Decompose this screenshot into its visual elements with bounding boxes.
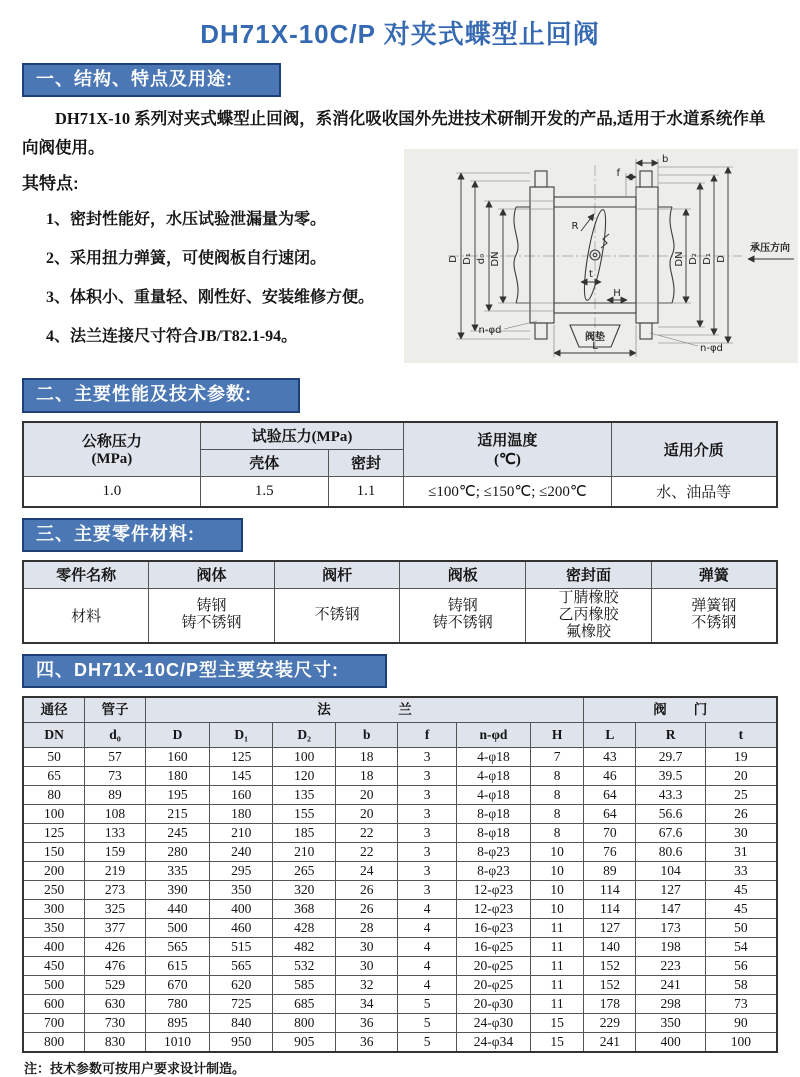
table-cell: 20-φ25 [456, 976, 530, 995]
feature-item: 3、体积小、重量轻、刚性好、安装维修方便。 [46, 289, 375, 307]
table-cell: 145 [210, 767, 273, 786]
table-cell: 515 [210, 938, 273, 957]
col-header-r: R [636, 723, 705, 748]
nominal-pressure-header: 公称压力 (MPa) [23, 422, 200, 477]
table-row [23, 786, 777, 805]
table-cell: 46 [584, 767, 636, 786]
table-cell: 39.5 [636, 767, 705, 786]
table-cell: 125 [23, 824, 85, 843]
table-cell: 830 [85, 1033, 145, 1053]
install-table-body [23, 748, 777, 1053]
materials-data-row [23, 588, 777, 643]
col-header-b: b [336, 723, 398, 748]
table-cell: 125 [210, 748, 273, 767]
table-cell: 905 [273, 1033, 336, 1053]
bolt-holes-label-right: n-φd [700, 343, 723, 355]
table-cell: 54 [705, 938, 777, 957]
table-cell: 152 [584, 957, 636, 976]
table-cell: 780 [145, 995, 210, 1014]
table-cell: 4-φ18 [456, 786, 530, 805]
table-cell: 377 [85, 919, 145, 938]
table-row [23, 843, 777, 862]
table-cell: 133 [85, 824, 145, 843]
table-cell: 273 [85, 881, 145, 900]
table-cell: 11 [530, 995, 584, 1014]
table-row [23, 995, 777, 1014]
table-cell: 180 [210, 805, 273, 824]
table-cell: 350 [210, 881, 273, 900]
table-cell: 185 [273, 824, 336, 843]
length-label: L [592, 341, 598, 353]
table-cell: 10 [530, 900, 584, 919]
table-cell: 250 [23, 881, 85, 900]
seal-pressure-value: 1.1 [328, 476, 403, 507]
feature-item: 4、法兰连接尺寸符合JB/T82.1-94。 [46, 328, 298, 346]
table-cell: 3 [398, 786, 457, 805]
table-row [23, 1014, 777, 1033]
table-cell: 565 [210, 957, 273, 976]
sealing-face-header: 密封面 [526, 561, 652, 589]
spring-header: 弹簧 [651, 561, 777, 589]
table-cell: 15 [530, 1033, 584, 1053]
table-cell: 173 [636, 919, 705, 938]
table-row [23, 748, 777, 767]
plate-material: 铸钢 铸不锈钢 [400, 588, 526, 643]
col-header-d2: D₂ [273, 723, 336, 748]
table-cell: 64 [584, 786, 636, 805]
table-cell: 10 [530, 881, 584, 900]
table-cell: 5 [398, 995, 457, 1014]
table-cell: 20 [336, 786, 398, 805]
stem-material: 不锈钢 [274, 588, 400, 643]
table-cell: 104 [636, 862, 705, 881]
feature-item: 2、采用扭力弹簧，可使阀板自行速闭。 [46, 250, 327, 268]
table-cell: 241 [636, 976, 705, 995]
table-cell: 100 [705, 1033, 777, 1053]
part-name-header: 零件名称 [23, 561, 149, 589]
table-cell: 200 [23, 862, 85, 881]
body-header: 阀体 [149, 561, 275, 589]
table-cell: 335 [145, 862, 210, 881]
dim-label-d1-left: D₁ [462, 253, 473, 265]
valve-group-header: 阀 门 [584, 697, 777, 723]
table-cell: 5 [398, 1033, 457, 1053]
table-cell: 30 [336, 938, 398, 957]
table-row [23, 767, 777, 786]
table-cell: 3 [398, 843, 457, 862]
table-cell: 180 [145, 767, 210, 786]
table-row [23, 1033, 777, 1053]
sealing-face-material: 丁腈橡胶 乙丙橡胶 氟橡胶 [526, 588, 652, 643]
table-cell: 730 [85, 1014, 145, 1033]
col-header-h: H [530, 723, 584, 748]
materials-header-row [23, 561, 777, 589]
performance-header-row-1 [23, 422, 777, 450]
shell-pressure-value: 1.5 [200, 476, 328, 507]
table-cell: 10 [530, 843, 584, 862]
table-cell: 195 [145, 786, 210, 805]
table-cell: 240 [210, 843, 273, 862]
table-cell: 298 [636, 995, 705, 1014]
table-cell: 90 [705, 1014, 777, 1033]
flange-group-header: 法 兰 [145, 697, 584, 723]
table-cell: 350 [636, 1014, 705, 1033]
col-header-f: f [398, 723, 457, 748]
table-cell: 28 [336, 919, 398, 938]
table-cell: 460 [210, 919, 273, 938]
table-row [23, 862, 777, 881]
table-cell: 440 [145, 900, 210, 919]
table-cell: 89 [584, 862, 636, 881]
table-cell: 18 [336, 748, 398, 767]
col-header-t: t [705, 723, 777, 748]
features-and-drawing-row [22, 154, 790, 368]
table-cell: 8 [530, 786, 584, 805]
table-cell: 58 [705, 976, 777, 995]
table-cell: 280 [145, 843, 210, 862]
table-cell: 565 [145, 938, 210, 957]
pipe-group-header: 管子 [85, 697, 145, 723]
table-cell: 368 [273, 900, 336, 919]
table-cell: 50 [705, 919, 777, 938]
valve-diagram-svg [404, 149, 798, 363]
dim-label-d0-left: d₀ [476, 253, 487, 265]
table-cell: 300 [23, 900, 85, 919]
table-cell: 20-φ30 [456, 995, 530, 1014]
install-subheader-row [23, 723, 777, 748]
table-cell: 4-φ18 [456, 767, 530, 786]
table-cell: 89 [85, 786, 145, 805]
table-cell: 152 [584, 976, 636, 995]
footnote: 注：技术参数可按用户要求设计制造。 [24, 1061, 246, 1077]
dim-label-r: R [571, 221, 579, 233]
table-cell: 4 [398, 957, 457, 976]
table-cell: 3 [398, 824, 457, 843]
table-cell: 18 [336, 767, 398, 786]
table-cell: 400 [210, 900, 273, 919]
table-cell: 10 [530, 862, 584, 881]
table-cell: 29.7 [636, 748, 705, 767]
table-cell: 140 [584, 938, 636, 957]
table-cell: 25 [705, 786, 777, 805]
table-cell: 215 [145, 805, 210, 824]
table-cell: 178 [584, 995, 636, 1014]
table-row [23, 900, 777, 919]
table-cell: 100 [23, 805, 85, 824]
table-cell: 3 [398, 881, 457, 900]
table-cell: 1010 [145, 1033, 210, 1053]
table-cell: 26 [336, 900, 398, 919]
materials-table [22, 560, 778, 644]
table-cell: 800 [23, 1033, 85, 1053]
gasket-label: 阀垫 [585, 332, 605, 344]
table-cell: 80.6 [636, 843, 705, 862]
table-cell: 114 [584, 900, 636, 919]
table-cell: 12-φ23 [456, 881, 530, 900]
section1-heading: 一、结构、特点及用途: [22, 63, 281, 97]
table-cell: 20 [336, 805, 398, 824]
table-cell: 295 [210, 862, 273, 881]
table-cell: 4 [398, 976, 457, 995]
table-cell: 20-φ25 [456, 957, 530, 976]
table-cell: 114 [584, 881, 636, 900]
table-cell: 11 [530, 976, 584, 995]
table-row [23, 881, 777, 900]
table-cell: 50 [23, 748, 85, 767]
table-cell: 476 [85, 957, 145, 976]
table-cell: 400 [23, 938, 85, 957]
table-cell: 70 [584, 824, 636, 843]
table-cell: 350 [23, 919, 85, 938]
table-cell: 120 [273, 767, 336, 786]
nominal-pressure-value: 1.0 [23, 476, 200, 507]
table-cell: 31 [705, 843, 777, 862]
table-cell: 4-φ18 [456, 748, 530, 767]
dim-label-t: t [589, 269, 593, 281]
table-cell: 43 [584, 748, 636, 767]
seal-header: 密封 [328, 449, 403, 476]
table-cell: 30 [336, 957, 398, 976]
install-group-header-row [23, 697, 777, 723]
table-cell: 725 [210, 995, 273, 1014]
table-cell: 500 [145, 919, 210, 938]
table-cell: 127 [584, 919, 636, 938]
table-cell: 22 [336, 843, 398, 862]
col-header-d1: D₁ [210, 723, 273, 748]
table-cell: 16-φ25 [456, 938, 530, 957]
bolt-holes-label-left: n-φd [478, 325, 502, 337]
table-row [23, 824, 777, 843]
table-cell: 127 [636, 881, 705, 900]
body-material: 铸钢 铸不锈钢 [149, 588, 275, 643]
table-row [23, 919, 777, 938]
table-cell: 160 [145, 748, 210, 767]
table-cell: 11 [530, 957, 584, 976]
table-cell: 265 [273, 862, 336, 881]
media-value: 水、油品等 [611, 476, 777, 507]
spring-material: 弹簧钢 不锈钢 [651, 588, 777, 643]
table-cell: 229 [584, 1014, 636, 1033]
test-pressure-header: 试验压力(MPa) [200, 422, 404, 450]
table-cell: 155 [273, 805, 336, 824]
table-cell: 210 [273, 843, 336, 862]
table-cell: 241 [584, 1033, 636, 1053]
dim-label-dn-right: DN [674, 251, 685, 267]
table-row [23, 957, 777, 976]
performance-data-row [23, 476, 777, 507]
table-cell: 36 [336, 1014, 398, 1033]
table-cell: 4 [398, 919, 457, 938]
table-cell: 16-φ23 [456, 919, 530, 938]
table-cell: 159 [85, 843, 145, 862]
table-cell: 160 [210, 786, 273, 805]
table-cell: 8 [530, 805, 584, 824]
col-header-d0: d₀ [85, 723, 145, 748]
media-header: 适用介质 [611, 422, 777, 477]
table-row [23, 805, 777, 824]
valve-technical-drawing [404, 149, 798, 368]
features-block [22, 163, 404, 362]
table-cell: 3 [398, 748, 457, 767]
dim-label-d-left: D [448, 255, 459, 263]
table-cell: 80 [23, 786, 85, 805]
col-header-d: D [145, 723, 210, 748]
table-cell: 20 [705, 767, 777, 786]
plate-header: 阀板 [400, 561, 526, 589]
dim-label-d2-right: D₂ [688, 253, 699, 265]
table-cell: 670 [145, 976, 210, 995]
table-cell: 700 [23, 1014, 85, 1033]
table-cell: 73 [85, 767, 145, 786]
col-header-l: L [584, 723, 636, 748]
col-header-nphid: n-φd [456, 723, 530, 748]
table-cell: 56 [705, 957, 777, 976]
table-cell: 64 [584, 805, 636, 824]
table-cell: 150 [23, 843, 85, 862]
table-cell: 800 [273, 1014, 336, 1033]
table-cell: 325 [85, 900, 145, 919]
performance-table [22, 421, 778, 508]
table-cell: 5 [398, 1014, 457, 1033]
table-cell: 320 [273, 881, 336, 900]
table-cell: 65 [23, 767, 85, 786]
table-cell: 73 [705, 995, 777, 1014]
table-cell: 450 [23, 957, 85, 976]
table-cell: 3 [398, 767, 457, 786]
table-cell: 585 [273, 976, 336, 995]
table-cell: 223 [636, 957, 705, 976]
dim-label-f: f [616, 168, 620, 180]
table-cell: 620 [210, 976, 273, 995]
table-cell: 67.6 [636, 824, 705, 843]
table-cell: 45 [705, 881, 777, 900]
table-cell: 426 [85, 938, 145, 957]
dim-label-h: H [613, 288, 621, 300]
pressure-direction-label: 承压方向 [750, 243, 790, 255]
table-cell: 4 [398, 938, 457, 957]
section3-heading: 三、主要零件材料: [22, 518, 243, 552]
table-cell: 76 [584, 843, 636, 862]
shell-header: 壳体 [200, 449, 328, 476]
table-cell: 4 [398, 900, 457, 919]
dim-label-dn-left: DN [490, 251, 501, 267]
material-row-label: 材料 [23, 588, 149, 643]
table-cell: 11 [530, 919, 584, 938]
table-cell: 108 [85, 805, 145, 824]
table-cell: 11 [530, 938, 584, 957]
table-cell: 26 [705, 805, 777, 824]
dim-label-d1-right: D₁ [702, 253, 713, 265]
table-cell: 532 [273, 957, 336, 976]
table-cell: 33 [705, 862, 777, 881]
temperature-value: ≤100℃; ≤150℃; ≤200℃ [404, 476, 611, 507]
section4-heading: 四、DH71X-10C/P型主要安装尺寸: [22, 654, 387, 688]
dn-group-header: 通径 [23, 697, 85, 723]
table-cell: 24-φ34 [456, 1033, 530, 1053]
table-cell: 400 [636, 1033, 705, 1053]
table-cell: 57 [85, 748, 145, 767]
table-cell: 8-φ18 [456, 805, 530, 824]
intro-paragraph: DH71X-10 系列对夹式蝶型止回阀，系消化吸收国外先进技术研制开发的产品,适用于水道系统作单向阀使用。 [22, 109, 766, 158]
table-cell: 100 [273, 748, 336, 767]
table-cell: 24 [336, 862, 398, 881]
table-cell: 500 [23, 976, 85, 995]
features-title: 其特点: [22, 174, 79, 194]
table-cell: 22 [336, 824, 398, 843]
table-cell: 15 [530, 1014, 584, 1033]
table-cell: 428 [273, 919, 336, 938]
installation-dimensions-table [22, 696, 778, 1053]
temperature-header: 适用温度 (℃) [404, 422, 611, 477]
table-row [23, 976, 777, 995]
table-cell: 56.6 [636, 805, 705, 824]
table-cell: 45 [705, 900, 777, 919]
table-cell: 36 [336, 1033, 398, 1053]
table-cell: 8-φ23 [456, 862, 530, 881]
table-cell: 390 [145, 881, 210, 900]
dim-label-b: b [662, 154, 669, 166]
table-cell: 3 [398, 862, 457, 881]
table-cell: 245 [145, 824, 210, 843]
table-cell: 210 [210, 824, 273, 843]
table-cell: 147 [636, 900, 705, 919]
table-cell: 8 [530, 767, 584, 786]
table-cell: 8 [530, 824, 584, 843]
dim-label-d-right: D [716, 255, 727, 263]
table-cell: 43.3 [636, 786, 705, 805]
table-cell: 600 [23, 995, 85, 1014]
section2-heading: 二、主要性能及技术参数: [22, 378, 300, 412]
table-row [23, 938, 777, 957]
table-cell: 895 [145, 1014, 210, 1033]
table-cell: 7 [530, 748, 584, 767]
table-cell: 615 [145, 957, 210, 976]
table-cell: 840 [210, 1014, 273, 1033]
table-cell: 198 [636, 938, 705, 957]
table-cell: 26 [336, 881, 398, 900]
table-cell: 219 [85, 862, 145, 881]
table-cell: 135 [273, 786, 336, 805]
table-cell: 19 [705, 748, 777, 767]
table-cell: 24-φ30 [456, 1014, 530, 1033]
table-cell: 3 [398, 805, 457, 824]
table-cell: 34 [336, 995, 398, 1014]
table-cell: 529 [85, 976, 145, 995]
table-cell: 32 [336, 976, 398, 995]
table-cell: 8-φ18 [456, 824, 530, 843]
table-cell: 12-φ23 [456, 900, 530, 919]
table-cell: 950 [210, 1033, 273, 1053]
table-cell: 630 [85, 995, 145, 1014]
table-cell: 685 [273, 995, 336, 1014]
page-title: DH71X-10C/P 对夹式蝶型止回阀 [200, 19, 600, 49]
col-header-dn: DN [23, 723, 85, 748]
stem-header: 阀杆 [274, 561, 400, 589]
feature-item: 1、密封性能好，水压试验泄漏量为零。 [46, 211, 327, 229]
table-cell: 30 [705, 824, 777, 843]
table-cell: 482 [273, 938, 336, 957]
table-cell: 8-φ23 [456, 843, 530, 862]
